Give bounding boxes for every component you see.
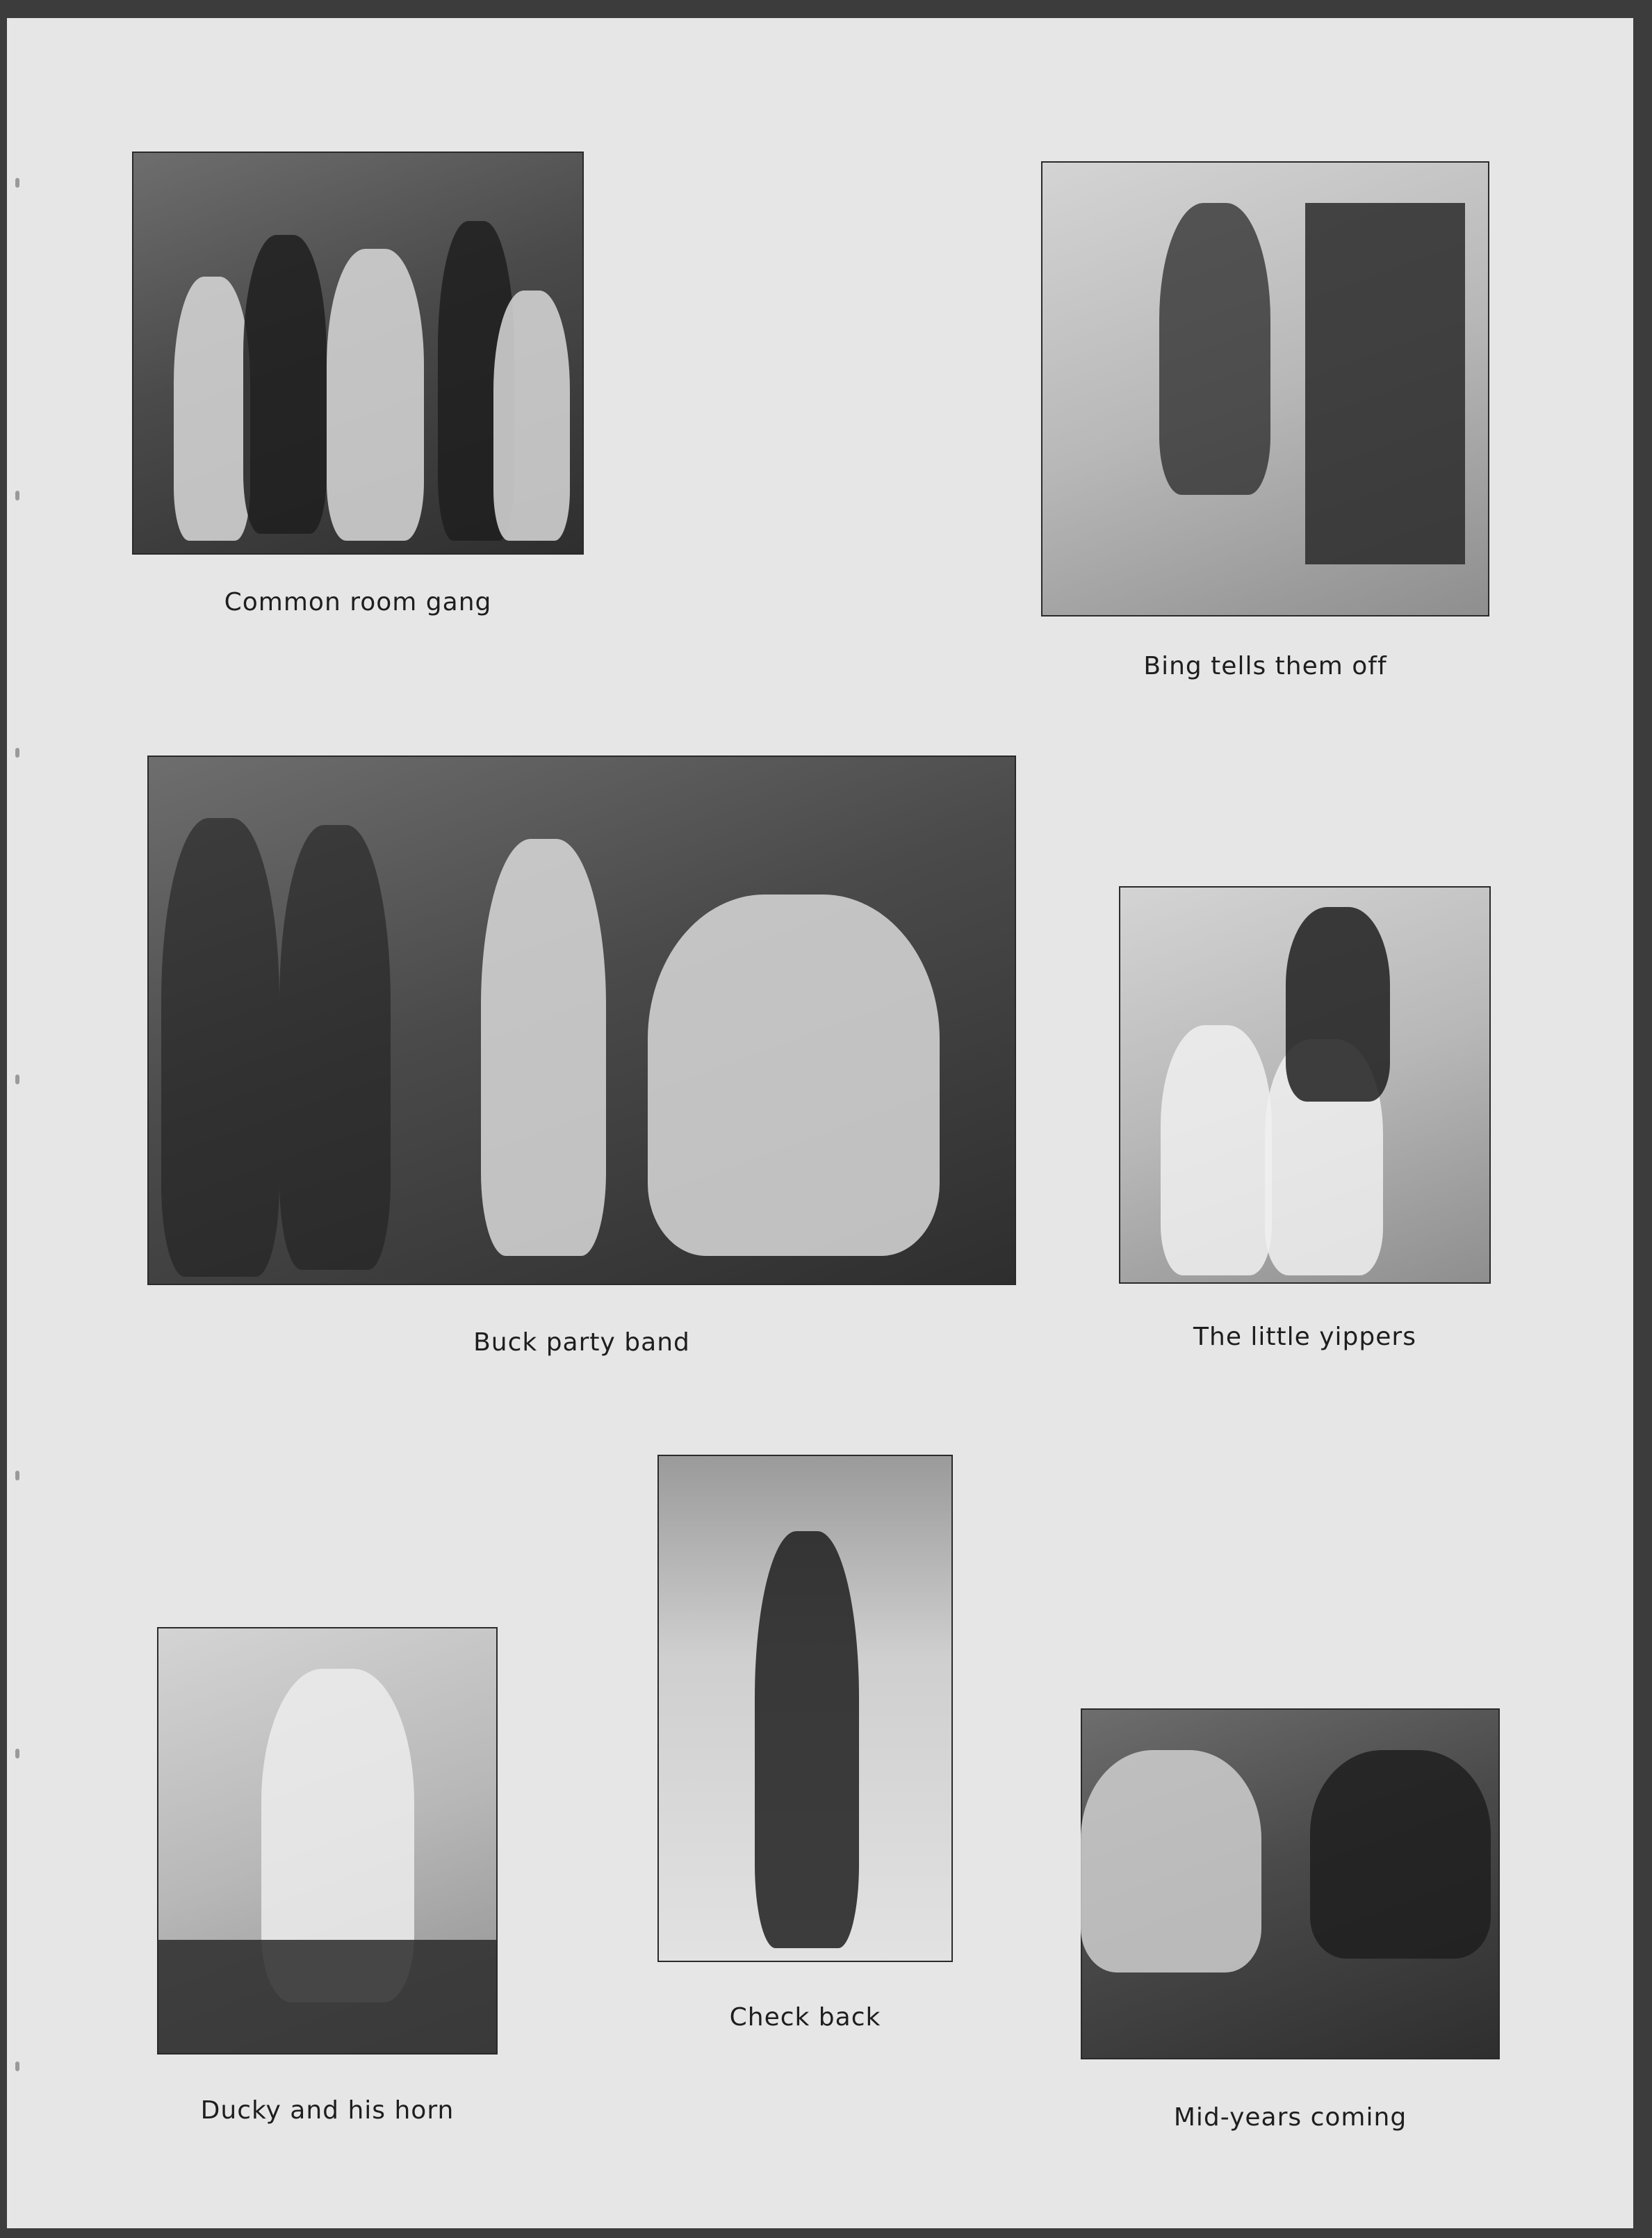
photo-check-back (657, 1455, 953, 1962)
photo-figure (1159, 203, 1270, 495)
caption-check-back: Check back (729, 2003, 881, 2032)
caption-ducky-and-his-horn: Ducky and his horn (200, 2096, 455, 2125)
binding-mark (15, 1075, 19, 1084)
binding-mark (15, 178, 19, 188)
caption-little-yippers: The little yippers (1193, 1323, 1416, 1351)
photo-figure (161, 818, 279, 1277)
photo-little-yippers (1119, 886, 1491, 1284)
photo-figure (327, 249, 424, 541)
photo-figure (481, 839, 606, 1256)
caption-buck-party-band: Buck party band (473, 1328, 690, 1357)
photo-figure (174, 277, 250, 541)
binding-mark (15, 2061, 19, 2071)
binding-mark (15, 1471, 19, 1480)
photo-buck-party-band (147, 755, 1016, 1285)
photo-figure (243, 235, 327, 534)
binding-mark (15, 748, 19, 758)
photo-ducky-and-his-horn (157, 1627, 498, 2055)
photo-bing-tells-them-off (1041, 161, 1489, 616)
photo-figure (279, 825, 391, 1270)
photo-common-room-gang (132, 152, 584, 555)
photo-window (1305, 203, 1465, 564)
binding-mark (15, 1749, 19, 1758)
caption-mid-years-coming: Mid-years coming (1173, 2103, 1407, 2132)
yearbook-page (7, 18, 1633, 2228)
photo-figure (1286, 907, 1390, 1102)
caption-bing-tells-them-off: Bing tells them off (1143, 652, 1387, 680)
binding-mark (15, 491, 19, 500)
photo-figure (1081, 1750, 1261, 1972)
photo-mid-years-coming (1081, 1708, 1500, 2059)
photo-figure (1161, 1025, 1272, 1275)
photo-figure (493, 291, 570, 541)
photo-bed (157, 1940, 498, 2055)
photo-figure (648, 895, 940, 1256)
photo-figure (1310, 1750, 1491, 1959)
caption-common-room-gang: Common room gang (224, 588, 492, 616)
photo-figure (755, 1531, 859, 1948)
